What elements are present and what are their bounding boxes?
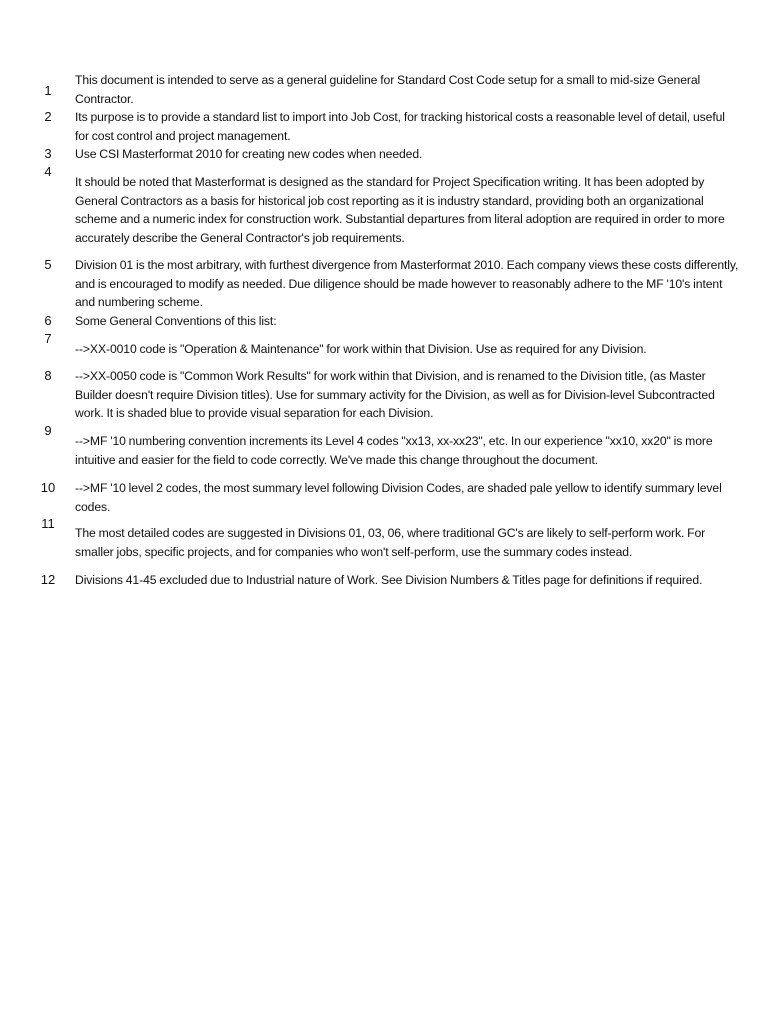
item-number: 4 <box>44 164 52 179</box>
item-number: 7 <box>44 331 52 346</box>
item-text: -->XX-0050 code is "Common Work Results" for work within that Division, and is renamed to the Division title, (as Master Builder doesn't require Division titles). Use for summary activity for the Division, as well as for Division-level Subcontracted work. It is shaded blue to provide visual separation for each Division. <box>75 369 715 420</box>
item-number: 5 <box>44 257 52 272</box>
item-text: The most detailed codes are suggested in Divisions 01, 03, 06, where traditional GC's are likely to self-perform work. For smaller jobs, specific projects, and for companies who won't self-perform, use the summary codes instead. <box>75 526 706 559</box>
item-text: -->MF '10 numbering convention increments its Level 4 codes "xx13, xx-xx23", etc. In our experience "xx10, xx20" is more intuitive and easier for the field to code correctly. We've made this change throughout the document. <box>75 434 713 467</box>
item-text: It should be noted that Masterformat is designed as the standard for Project Specification writing. It has been adopted by General Contractors as a basis for historical job cost reporting as it is industry standard, providing both an organizational scheme and a numeric index for construction work. Substantial departures from literal adoption are required in order to more accurately describe the General Contractor's job requirements. <box>75 175 725 245</box>
item-text: -->XX-0010 code is "Operation & Maintenance" for work within that Division. Use as required for any Division. <box>75 342 647 356</box>
item-number: 10 <box>40 480 56 495</box>
item-text: Some General Conventions of this list: <box>75 314 277 328</box>
item-number: 2 <box>44 109 52 124</box>
item-number: 6 <box>44 313 52 328</box>
item-text: This document is intended to serve as a general guideline for Standard Cost Code setup for a small to mid-size General Contractor. <box>75 73 701 106</box>
item-text: Its purpose is to provide a standard list to import into Job Cost, for tracking historical costs a reasonable level of detail, useful for cost control and project management. <box>75 110 725 143</box>
item-number: 3 <box>44 146 52 161</box>
item-number: 8 <box>44 368 52 383</box>
item-text: Use CSI Masterformat 2010 for creating new codes when needed. <box>75 147 423 161</box>
item-number: 12 <box>40 572 56 587</box>
item-number: 1 <box>44 83 52 98</box>
item-number: 11 <box>41 516 55 531</box>
item-text: -->MF '10 level 2 codes, the most summary level following Division Codes, are shaded pale yellow to identify summary level codes. <box>75 481 722 514</box>
item-text: Divisions 41-45 excluded due to Industrial nature of Work. See Division Numbers & Titles page for definitions if required. <box>75 573 703 587</box>
item-number: 9 <box>44 423 52 438</box>
item-text: Division 01 is the most arbitrary, with furthest divergence from Masterformat 2010. Each company views these costs differently, and is encouraged to modify as needed. Due diligence should be made however to reasonably adhere to the MF '10's intent and numbering scheme. <box>75 258 739 309</box>
